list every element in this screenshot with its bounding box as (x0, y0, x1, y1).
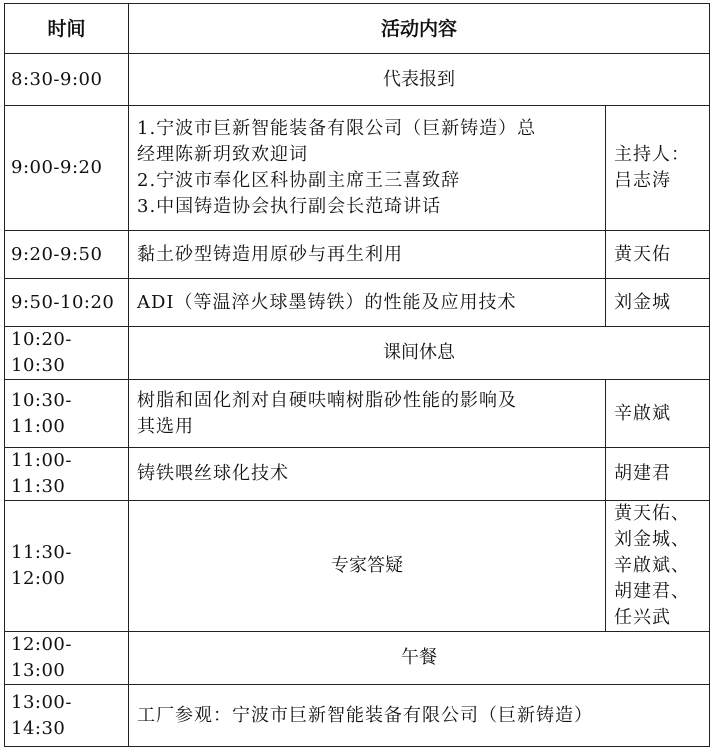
time-cell: 10:20-10:30 (5, 327, 129, 380)
host-line: 主持人： (614, 144, 690, 165)
time-cell: 11:00-11:30 (5, 448, 129, 501)
content-cell: 课间休息 (129, 327, 710, 380)
content-line: 1.宁波市巨新智能装备有限公司（巨新铸造）总 (137, 118, 537, 139)
table-row (5, 632, 710, 685)
table-row (5, 685, 710, 747)
content-line: 2.宁波市奉化区科协副主席王三喜致辞 (137, 170, 461, 191)
content-cell (129, 106, 606, 231)
host-line: 刘金城、 (614, 529, 690, 550)
table-row (5, 501, 710, 632)
host-line: 黄天佑、 (614, 503, 690, 524)
table-row (5, 279, 710, 327)
table-row (5, 106, 710, 231)
time-cell: 12:00-13:00 (5, 632, 129, 685)
host-line: 任兴武 (614, 607, 671, 628)
time-cell: 13:00-14:30 (5, 685, 129, 747)
host-cell: 黄天佑 (606, 231, 710, 279)
content-cell: 代表报到 (129, 54, 710, 106)
time-cell: 11:30-12:00 (5, 501, 129, 632)
time-cell: 9:50-10:20 (5, 279, 129, 327)
host-cell (606, 106, 710, 231)
header-row (5, 4, 710, 54)
host-cell: 刘金城 (606, 279, 710, 327)
content-line: 其选用 (137, 415, 194, 437)
content-cell: 午餐 (129, 632, 710, 685)
table-row (5, 54, 710, 106)
content-line: 3.中国铸造协会执行副会长范琦讲话 (137, 196, 442, 217)
content-cell: ADI（等温淬火球墨铸铁）的性能及应用技术 (129, 279, 606, 327)
time-cell: 9:00-9:20 (5, 106, 129, 231)
time-cell: 8:30-9:00 (5, 54, 129, 106)
host-cell: 辛啟斌 (606, 380, 710, 448)
content-cell: 工厂参观：宁波市巨新智能装备有限公司（巨新铸造） (129, 685, 710, 747)
content-cell: 专家答疑 (129, 501, 606, 632)
host-line: 吕志涛 (614, 170, 671, 191)
header-content: 活动内容 (129, 4, 710, 54)
header-time: 时间 (5, 4, 129, 54)
host-line: 胡建君、 (614, 581, 690, 602)
schedule-table (4, 3, 710, 747)
content-cell (129, 380, 606, 448)
time-cell: 10:30-11:00 (5, 380, 129, 448)
table-row (5, 380, 710, 448)
time-cell: 9:20-9:50 (5, 231, 129, 279)
content-line: 树脂和固化剂对自硬呋喃树脂砂性能的影响及 (137, 389, 517, 411)
table-row (5, 231, 710, 279)
host-cell (606, 501, 710, 632)
host-line: 辛啟斌、 (614, 555, 690, 576)
host-cell: 胡建君 (606, 448, 710, 501)
table-row (5, 327, 710, 380)
table-row (5, 448, 710, 501)
content-cell: 铸铁喂丝球化技术 (129, 448, 606, 501)
content-cell: 黏土砂型铸造用原砂与再生利用 (129, 231, 606, 279)
content-line: 经理陈新玥致欢迎词 (137, 144, 308, 165)
